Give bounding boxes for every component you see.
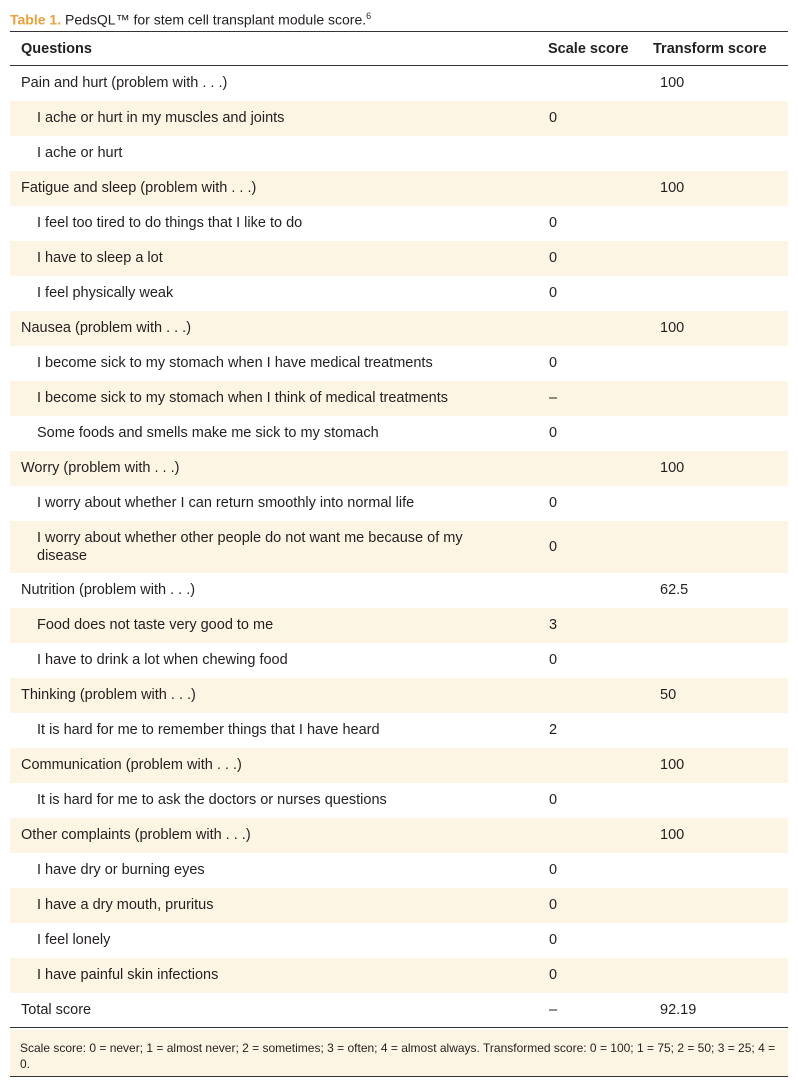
question-row <box>10 713 788 748</box>
scale-score-cell: 0 <box>549 932 558 948</box>
scale-score-cell: 0 <box>544 241 649 276</box>
header-questions: Questions <box>10 32 544 66</box>
transform-score-cell <box>649 853 788 888</box>
header-scale-score: Scale score <box>544 32 649 66</box>
scale-score-cell <box>544 451 649 486</box>
domain-row <box>10 678 788 713</box>
question-row <box>10 923 788 958</box>
question-cell: I have to sleep a lot <box>10 241 544 276</box>
transform-score-cell <box>649 888 788 923</box>
question-row <box>10 381 788 416</box>
scale-score-cell: 0 <box>549 652 558 668</box>
question-cell: It is hard for me to remember things that I have heard <box>37 722 380 738</box>
question-row <box>10 521 788 573</box>
score-table <box>10 31 788 1028</box>
domain-row <box>10 748 788 783</box>
table-caption <box>10 6 371 30</box>
transform-score-cell: 100 <box>649 451 788 486</box>
scale-score-cell: 0 <box>544 101 649 136</box>
scale-score-cell: 0 <box>544 888 649 923</box>
question-cell: Pain and hurt (problem with . . .) <box>21 75 228 92</box>
scale-score-cell: – <box>544 993 649 1028</box>
scale-score-cell: 0 <box>549 792 558 808</box>
transform-score-cell <box>649 346 788 381</box>
transform-score-cell <box>649 958 788 993</box>
scale-score-cell: 0 <box>549 285 558 301</box>
transform-score-cell: 50 <box>649 678 788 713</box>
question-cell: I have painful skin infections <box>10 958 544 993</box>
transform-score-cell <box>649 381 788 416</box>
question-row <box>10 276 788 311</box>
scale-score-cell <box>544 678 649 713</box>
scale-score-cell: 0 <box>549 215 558 231</box>
transform-score-cell <box>649 486 788 521</box>
question-row <box>10 486 788 521</box>
scale-score-cell <box>544 818 649 853</box>
transform-score-cell: 100 <box>649 748 788 783</box>
question-cell: I feel physically weak <box>37 285 174 301</box>
scale-score-cell: 0 <box>544 958 649 993</box>
question-row <box>10 608 788 643</box>
transform-score-cell <box>649 643 788 678</box>
scale-score-cell: 0 <box>549 355 558 371</box>
transform-score-cell <box>649 136 788 171</box>
scale-score-cell <box>544 311 649 346</box>
question-cell: I become sick to my stomach when I have medical treatments <box>37 355 433 371</box>
question-row <box>10 853 788 888</box>
transform-score-cell: 100 <box>649 171 788 206</box>
header-row <box>10 32 788 66</box>
question-row <box>10 346 788 381</box>
reference-superscript: 6 <box>366 11 372 21</box>
question-cell: Fatigue and sleep (problem with . . .) <box>10 171 544 206</box>
scale-score-cell: 0 <box>544 521 649 573</box>
question-row <box>10 206 788 241</box>
domain-row <box>10 171 788 206</box>
scale-score-cell <box>544 66 649 101</box>
scale-score-cell <box>544 748 649 783</box>
transform-score-cell <box>649 276 788 311</box>
domain-row <box>10 451 788 486</box>
domain-row <box>10 66 788 101</box>
question-cell: Nutrition (problem with . . .) <box>21 582 196 598</box>
scale-score-cell <box>544 136 649 171</box>
transform-score-cell <box>649 416 788 451</box>
question-cell: Nausea (problem with . . .) <box>10 311 544 346</box>
transform-score-cell <box>649 608 788 643</box>
question-row <box>10 416 788 451</box>
table-title: PedsQL™ for stem cell transplant module score. <box>64 11 367 28</box>
domain-row <box>10 573 788 608</box>
transform-score-cell: 100 <box>649 818 788 853</box>
transform-score-cell <box>649 101 788 136</box>
question-cell: I feel lonely <box>37 932 111 948</box>
question-row <box>10 643 788 678</box>
scale-score-cell: 0 <box>549 425 558 441</box>
question-cell: Communication (problem with . . .) <box>10 748 544 783</box>
question-cell: Thinking (problem with . . .) <box>10 678 544 713</box>
transform-score-cell: 100 <box>660 75 685 92</box>
transform-score-cell <box>649 923 788 958</box>
table-body <box>10 66 788 1028</box>
question-cell: I feel too tired to do things that I like to do <box>37 215 303 231</box>
question-row <box>10 783 788 818</box>
question-cell: I ache or hurt in my muscles and joints <box>10 101 544 136</box>
question-cell: Total score <box>10 993 544 1028</box>
scale-score-cell <box>544 573 649 608</box>
question-cell: I become sick to my stomach when I think of medical treatments <box>10 381 544 416</box>
transform-score-cell: 92.19 <box>649 993 788 1028</box>
table-label: Table 1. <box>10 11 62 28</box>
question-cell: It is hard for me to ask the doctors or nurses questions <box>37 792 387 808</box>
question-cell: I worry about whether I can return smoothly into normal life <box>37 495 415 511</box>
question-cell: Other complaints (problem with . . .) <box>10 818 544 853</box>
scale-score-cell: 2 <box>549 722 558 738</box>
question-cell: Food does not taste very good to me <box>10 608 544 643</box>
question-cell: I worry about whether other people do not want me because of my disease <box>10 521 544 573</box>
question-cell: I have a dry mouth, pruritus <box>10 888 544 923</box>
question-cell: Some foods and smells make me sick to my stomach <box>37 425 379 441</box>
question-row <box>10 888 788 923</box>
question-row <box>10 101 788 136</box>
transform-score-cell <box>649 783 788 818</box>
header-transform-score: Transform score <box>649 32 788 66</box>
domain-row <box>10 311 788 346</box>
question-cell: I ache or hurt <box>37 145 123 161</box>
scale-score-cell <box>544 171 649 206</box>
transform-score-cell: 62.5 <box>660 582 689 598</box>
scale-score-cell: 0 <box>549 862 558 878</box>
question-row <box>10 136 788 171</box>
question-cell: Worry (problem with . . .) <box>10 451 544 486</box>
question-row <box>10 241 788 276</box>
scale-score-cell: – <box>544 381 649 416</box>
total-row <box>10 993 788 1028</box>
transform-score-cell <box>649 521 788 573</box>
question-row <box>10 958 788 993</box>
domain-row <box>10 818 788 853</box>
question-cell: I have dry or burning eyes <box>37 862 205 878</box>
transform-score-cell <box>649 206 788 241</box>
scale-score-cell: 3 <box>544 608 649 643</box>
question-cell: I have to drink a lot when chewing food <box>37 652 288 668</box>
transform-score-cell <box>649 713 788 748</box>
transform-score-cell: 100 <box>649 311 788 346</box>
scale-score-cell: 0 <box>549 495 558 511</box>
transform-score-cell <box>649 241 788 276</box>
table-footnote: Scale score: 0 = never; 1 = almost never; 2 = sometimes; 3 = often; 4 = almost always. Transformed score: 0 = 100; 1 = 75; 2 = 50; 3 = 25; 4 = 0. <box>10 1030 788 1077</box>
